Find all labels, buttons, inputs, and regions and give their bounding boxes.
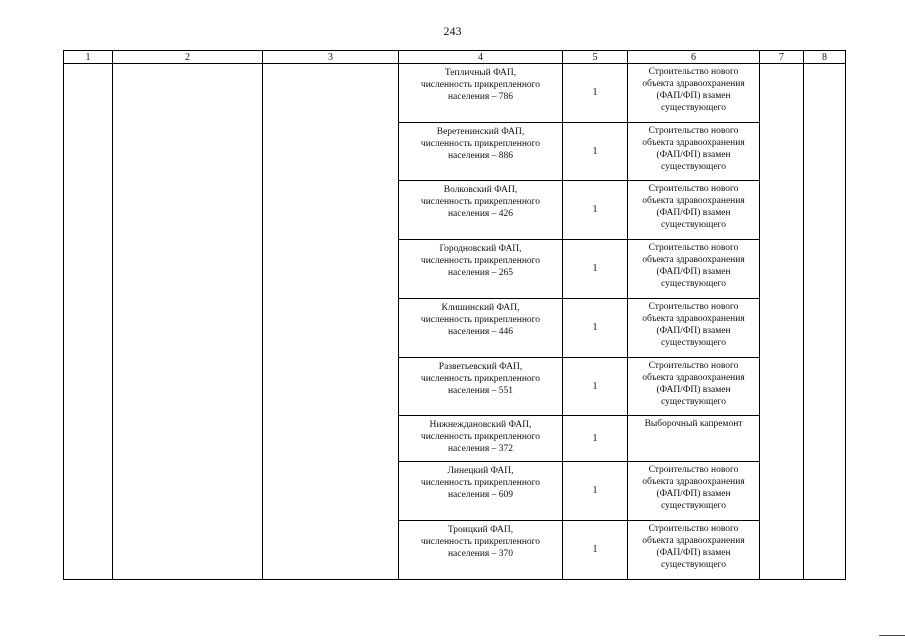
action-line: (ФАП/ФП) взамен	[656, 149, 731, 160]
facility-population-label: численность прикрепленного	[420, 197, 541, 208]
action-line: объекта здравоохранения	[642, 137, 745, 148]
quantity-cell: 1	[563, 240, 628, 299]
facility-name: Нижнеждановский ФАП,	[429, 420, 532, 431]
action-line: Строительство нового	[648, 360, 739, 371]
quantity-cell: 1	[563, 462, 628, 521]
table-row	[64, 64, 846, 123]
quantity-cell: 1	[563, 357, 628, 416]
facility-name: Троицкий ФАП,	[447, 525, 514, 536]
quantity-cell: 1	[563, 181, 628, 240]
column-header: 6	[628, 51, 760, 64]
facility-population-label: численность прикрепленного	[420, 80, 541, 90]
action-line: существующего	[661, 220, 726, 231]
facilities-table	[63, 50, 846, 580]
action-line: существующего	[661, 279, 726, 290]
quantity-cell: 1	[563, 521, 628, 580]
column-header: 8	[804, 51, 846, 64]
action-line: Строительство нового	[648, 243, 739, 254]
facility-population-value: населения – 370	[447, 549, 514, 560]
column-7-cell	[760, 64, 804, 580]
column-1-cell	[64, 64, 113, 580]
facility-population-label: численность прикрепленного	[420, 432, 541, 443]
action-line: объекта здравоохранения	[642, 79, 745, 89]
action-line: объекта здравоохранения	[642, 536, 745, 547]
quantity-cell: 1	[563, 122, 628, 181]
facility-population-value: населения – 786	[447, 92, 514, 102]
facility-population-label: численность прикрепленного	[420, 537, 541, 548]
scan-edge-mark	[879, 635, 905, 636]
header-row	[64, 51, 846, 64]
action-line: объекта здравоохранения	[642, 255, 745, 266]
facility-population-value: населения – 372	[447, 444, 514, 455]
action-line: Строительство нового	[648, 67, 739, 77]
column-header: 7	[760, 51, 804, 64]
facility-name: Волковский ФАП,	[443, 185, 518, 196]
facility-population-label: численность прикрепленного	[420, 373, 541, 384]
facility-population-value: населения – 886	[447, 150, 514, 161]
facility-name: Разветьевский ФАП,	[438, 361, 523, 372]
facility-population-value: населения – 446	[447, 326, 514, 337]
column-header: 4	[399, 51, 563, 64]
facility-cell	[399, 521, 563, 580]
action-line: существующего	[661, 501, 726, 512]
facility-cell	[399, 416, 563, 462]
action-line: Строительство нового	[648, 125, 739, 136]
action-cell	[628, 122, 760, 181]
facility-population-value: населения – 609	[447, 490, 514, 501]
facility-name: Клишинский ФАП,	[441, 302, 520, 313]
facility-population-value: населения – 265	[447, 268, 514, 279]
facility-cell	[399, 240, 563, 299]
facility-cell	[399, 462, 563, 521]
facility-name: Веретенинский ФАП,	[436, 126, 525, 137]
action-cell	[628, 521, 760, 580]
facility-population-label: численность прикрепленного	[420, 314, 541, 325]
table-body	[64, 64, 846, 580]
action-cell	[628, 357, 760, 416]
facility-cell	[399, 122, 563, 181]
facility-population-value: населения – 551	[447, 385, 514, 396]
action-cell	[628, 416, 760, 462]
action-line: Выборочный капремонт	[644, 419, 743, 430]
facility-name: Городновский ФАП,	[439, 244, 522, 255]
action-line: (ФАП/ФП) взамен	[656, 208, 731, 219]
action-cell	[628, 64, 760, 123]
action-line: существующего	[661, 337, 726, 348]
column-header: 1	[64, 51, 113, 64]
action-line: существующего	[661, 560, 726, 571]
facility-population-label: численность прикрепленного	[420, 138, 541, 149]
quantity-cell: 1	[563, 416, 628, 462]
action-cell	[628, 240, 760, 299]
action-line: объекта здравоохранения	[642, 372, 745, 383]
action-line: Строительство нового	[648, 524, 739, 535]
facility-population-label: численность прикрепленного	[420, 256, 541, 267]
facility-cell	[399, 64, 563, 123]
column-header: 5	[563, 51, 628, 64]
action-line: (ФАП/ФП) взамен	[656, 91, 731, 101]
action-line: (ФАП/ФП) взамен	[656, 489, 731, 500]
action-line: существующего	[661, 103, 726, 113]
action-line: Строительство нового	[648, 301, 739, 312]
action-line: объекта здравоохранения	[642, 313, 745, 324]
facility-cell	[399, 298, 563, 357]
column-8-cell	[804, 64, 846, 580]
action-line: объекта здравоохранения	[642, 196, 745, 207]
quantity-cell: 1	[563, 64, 628, 123]
action-line: существующего	[661, 161, 726, 172]
action-cell	[628, 181, 760, 240]
action-line: (ФАП/ФП) взамен	[656, 548, 731, 559]
action-line: (ФАП/ФП) взамен	[656, 384, 731, 395]
column-3-cell	[263, 64, 399, 580]
column-2-cell	[113, 64, 263, 580]
facility-name: Линецкий ФАП,	[447, 466, 514, 477]
action-line: (ФАП/ФП) взамен	[656, 267, 731, 278]
facility-population-label: численность прикрепленного	[420, 478, 541, 489]
facility-name: Тепличный ФАП,	[444, 68, 517, 78]
action-line: объекта здравоохранения	[642, 477, 745, 488]
action-cell	[628, 298, 760, 357]
action-line: (ФАП/ФП) взамен	[656, 325, 731, 336]
action-line: существующего	[661, 396, 726, 407]
facility-population-value: населения – 426	[447, 209, 514, 220]
column-header: 3	[263, 51, 399, 64]
action-cell	[628, 462, 760, 521]
quantity-cell: 1	[563, 298, 628, 357]
column-header: 2	[113, 51, 263, 64]
action-line: Строительство нового	[648, 184, 739, 195]
facility-cell	[399, 181, 563, 240]
page-number: 243	[443, 24, 462, 38]
action-line: Строительство нового	[648, 465, 739, 476]
facility-cell	[399, 357, 563, 416]
